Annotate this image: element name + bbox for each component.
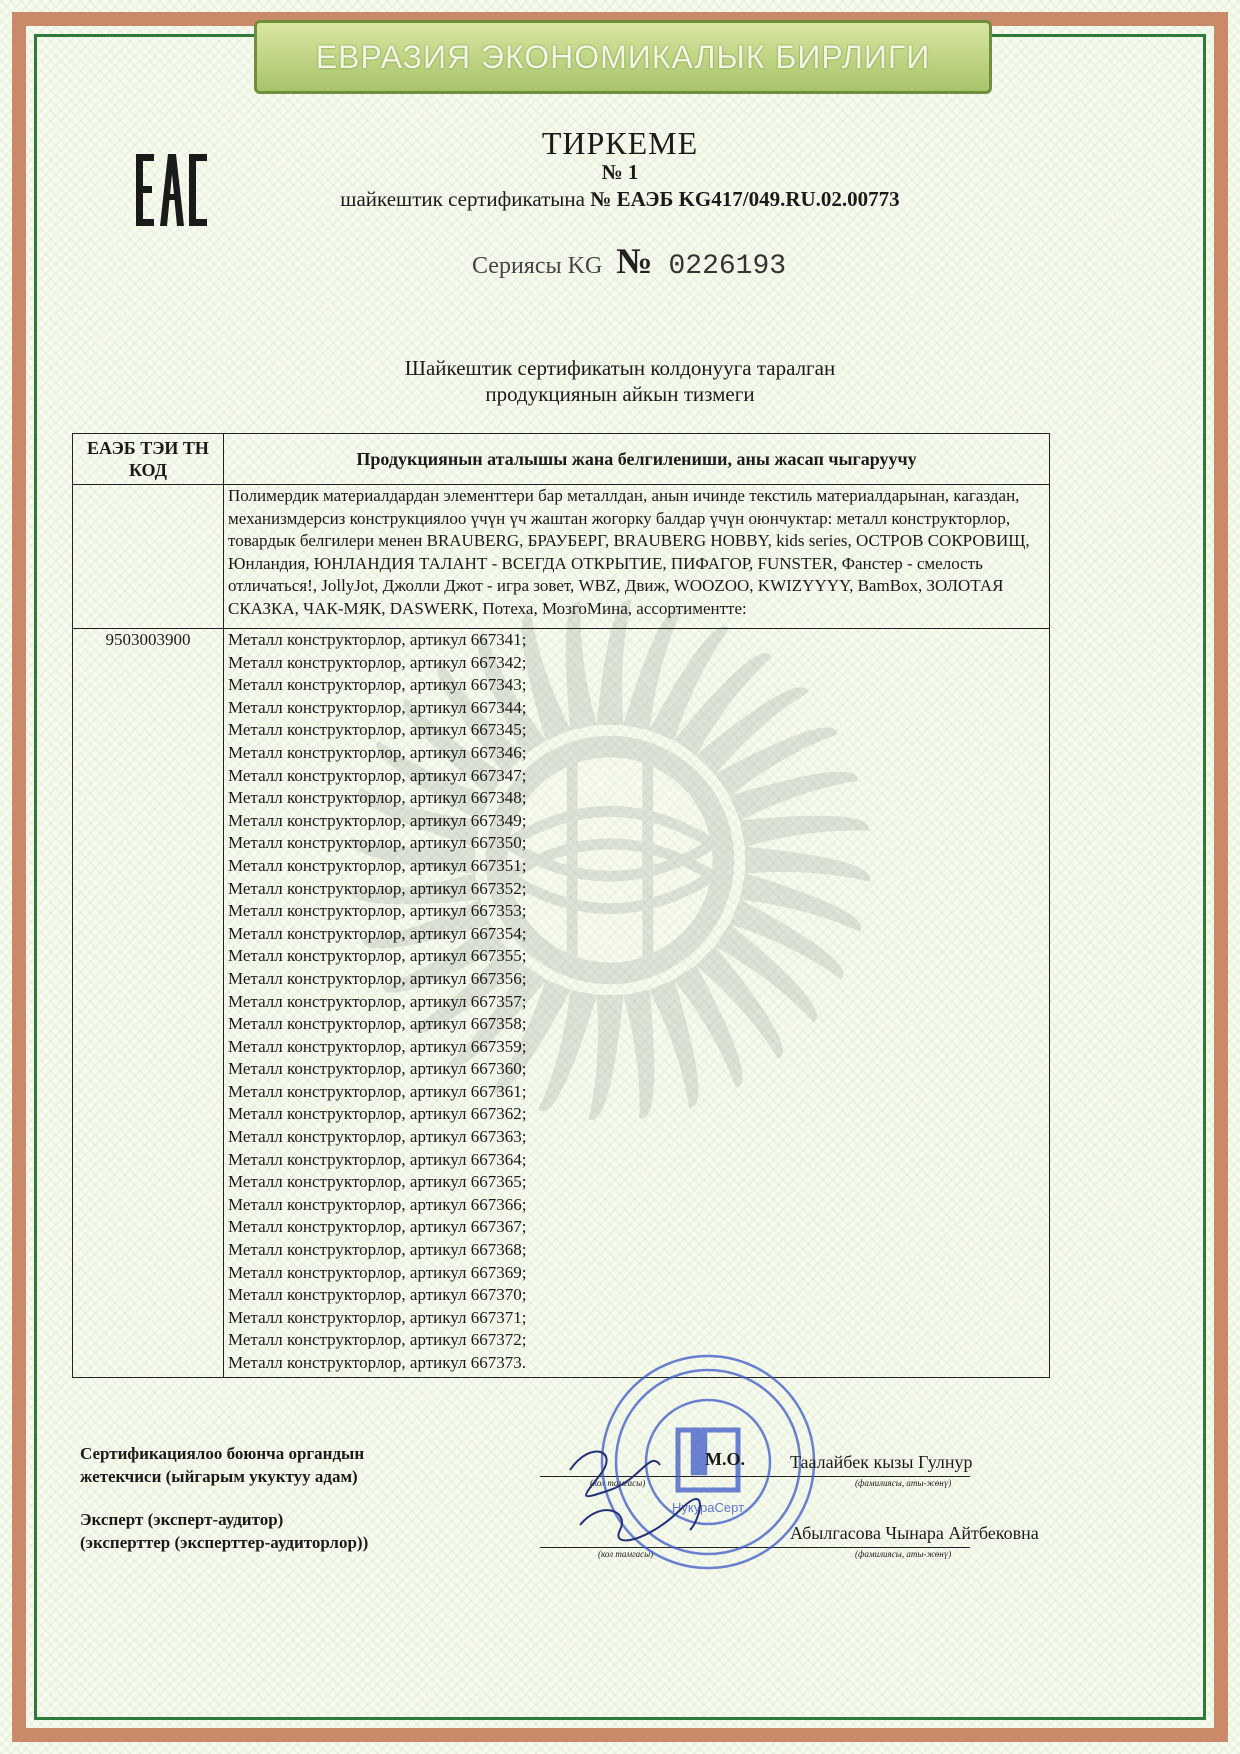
certificate-reference: [0, 187, 1240, 212]
certificate-prefix: шайкештик сертификатына: [340, 187, 591, 211]
list-title-line2: продукциянын айкын тизмеги: [485, 382, 755, 406]
head-name: Таалайбек кызы Гулнур: [790, 1452, 973, 1472]
table-header-row: [73, 434, 1050, 485]
article-item: Металл конструкторлор, артикул 667342;: [228, 652, 527, 672]
serial-value: 0226193: [668, 251, 787, 282]
series-label: Сериясы KG: [472, 253, 603, 279]
article-item: Металл конструкторлор, артикул 667369;: [228, 1262, 527, 1282]
product-description: Полимердик материалдардан элементтери бар металлдан, анын ичинде текстиль материалдарынан, кагаздан, механизмдерсиз конструкциялоо үчүн үч жаштан жогорку балдар үчүн оюнчуктар: металл конструкторлор, товардык белгилери менен BRAUBERG, БРАУБЕРГ, BRAUBERG HOBBY, kids series, ОСТРОВ СОКРОВИЩ, Юнландия, ЮНЛАНДИЯ ТАЛАНТ - ВСЕГДА ОТКРЫТИЕ, ПИФАГОР, FUNSTER, Фанстер - смелость отличаться!, JollyJot, Джолли Джот - игра зовет, WBZ, Движ, WOOZOO, KWIZYYYY, BamBox, ЗОЛОТАЯ СКАЗКА, ЧАК-МЯК, DASWERK, Потеха, МозгоМина, ассортиментте:: [224, 485, 1050, 629]
article-item: Металл конструкторлор, артикул 667353;: [228, 901, 527, 921]
banner-text: ЕВРАЗИЯ ЭКОНОМИКАЛЫК БИРЛИГИ: [315, 38, 931, 75]
head-label: [80, 1442, 364, 1488]
header-name: Продукциянын аталышы жана белгилениши, аны жасап чыгаруучу: [224, 434, 1050, 485]
empty-code-cell: [73, 485, 224, 629]
article-item: Металл конструкторлор, артикул 667350;: [228, 833, 527, 853]
article-item: Металл конструкторлор, артикул 667360;: [228, 1059, 527, 1079]
article-item: Металл конструкторлор, артикул 667349;: [228, 810, 527, 830]
table-row: [73, 629, 1050, 1378]
article-item: Металл конструкторлор, артикул 667356;: [228, 968, 527, 988]
article-item: Металл конструкторлор, артикул 667361;: [228, 1081, 527, 1101]
article-item: Металл конструкторлор, артикул 667341;: [228, 630, 527, 649]
document-title: ТИРКЕМЕ: [541, 125, 699, 161]
article-item: Металл конструкторлор, артикул 667355;: [228, 946, 527, 966]
expert-label-line2: (эксперттер (эксперттер-аудиторлор)): [80, 1533, 369, 1552]
article-item: Металл конструкторлор, артикул 667368;: [228, 1240, 527, 1260]
expert-label-line1: Эксперт (эксперт-аудитор): [80, 1510, 284, 1529]
article-item: Металл конструкторлор, артикул 667364;: [228, 1149, 527, 1169]
seal-place-label: М.О.: [705, 1449, 745, 1469]
article-item: Металл конструкторлор, артикул 667351;: [228, 855, 527, 875]
article-item: Металл конструкторлор, артикул 667363;: [228, 1127, 527, 1147]
article-item: Металл конструкторлор, артикул 667343;: [228, 675, 527, 695]
article-item: Металл конструкторлор, артикул 667371;: [228, 1307, 527, 1327]
list-title-line1: Шайкештик сертификатын колдонууга таралган: [404, 356, 836, 380]
article-item: Металл конструкторлор, артикул 667365;: [228, 1172, 527, 1192]
certificate-number: № ЕАЭБ KG417/049.RU.02.00773: [590, 187, 900, 211]
article-item: Металл конструкторлор, артикул 667352;: [228, 878, 527, 898]
sign-caption: (кол тамгасы): [590, 1478, 646, 1488]
sign-caption: (кол тамгасы): [598, 1549, 654, 1559]
article-item: Металл конструкторлор, артикул 667367;: [228, 1217, 527, 1237]
stamp-org-text: НукураСерт: [671, 1500, 745, 1515]
appendix-number: № 1: [601, 160, 639, 184]
article-item: Металл конструкторлор, артикул 667345;: [228, 720, 527, 740]
article-item: Металл конструкторлор, артикул 667347;: [228, 765, 527, 785]
header-code: ЕАЭБ ТЭИ ТН КОД: [73, 434, 224, 485]
article-item: Металл конструкторлор, артикул 667370;: [228, 1285, 527, 1305]
article-item: Металл конструкторлор, артикул 667372;: [228, 1330, 527, 1350]
article-item: Металл конструкторлор, артикул 667346;: [228, 742, 527, 762]
number-sign: №: [616, 241, 653, 281]
article-item: Металл конструкторлор, артикул 667358;: [228, 1014, 527, 1034]
article-item: Металл конструкторлор, артикул 667366;: [228, 1194, 527, 1214]
eaeu-banner: [254, 20, 992, 94]
article-list: [224, 629, 1050, 1378]
head-label-line2: жетекчиси (ыйгарым укуктуу адам): [80, 1467, 358, 1486]
name-caption: (фамилиясы, аты-жөнү): [855, 1478, 952, 1488]
hs-code: 9503003900: [73, 629, 224, 1378]
expert-name: Абылгасова Чынара Айтбековна: [790, 1523, 1039, 1543]
article-item: Металл конструкторлор, артикул 667348;: [228, 788, 527, 808]
series-number: [472, 240, 786, 282]
article-item: Металл конструкторлор, артикул 667344;: [228, 697, 527, 717]
product-table: [72, 433, 1050, 1378]
table-row: [73, 485, 1050, 629]
article-item: Металл конструкторлор, артикул 667373.: [228, 1353, 527, 1372]
head-label-line1: Сертификациялоо боюнча органдын: [80, 1444, 365, 1463]
name-caption: (фамилиясы, аты-жөнү): [855, 1549, 952, 1559]
article-item: Металл конструкторлор, артикул 667362;: [228, 1104, 527, 1124]
signature-scribble-icon: [560, 1430, 710, 1550]
article-item: Металл конструкторлор, артикул 667359;: [228, 1036, 527, 1056]
expert-label: [80, 1508, 368, 1554]
article-item: Металл конструкторлор, артикул 667357;: [228, 991, 527, 1011]
article-item: Металл конструкторлор, артикул 667354;: [228, 923, 527, 943]
